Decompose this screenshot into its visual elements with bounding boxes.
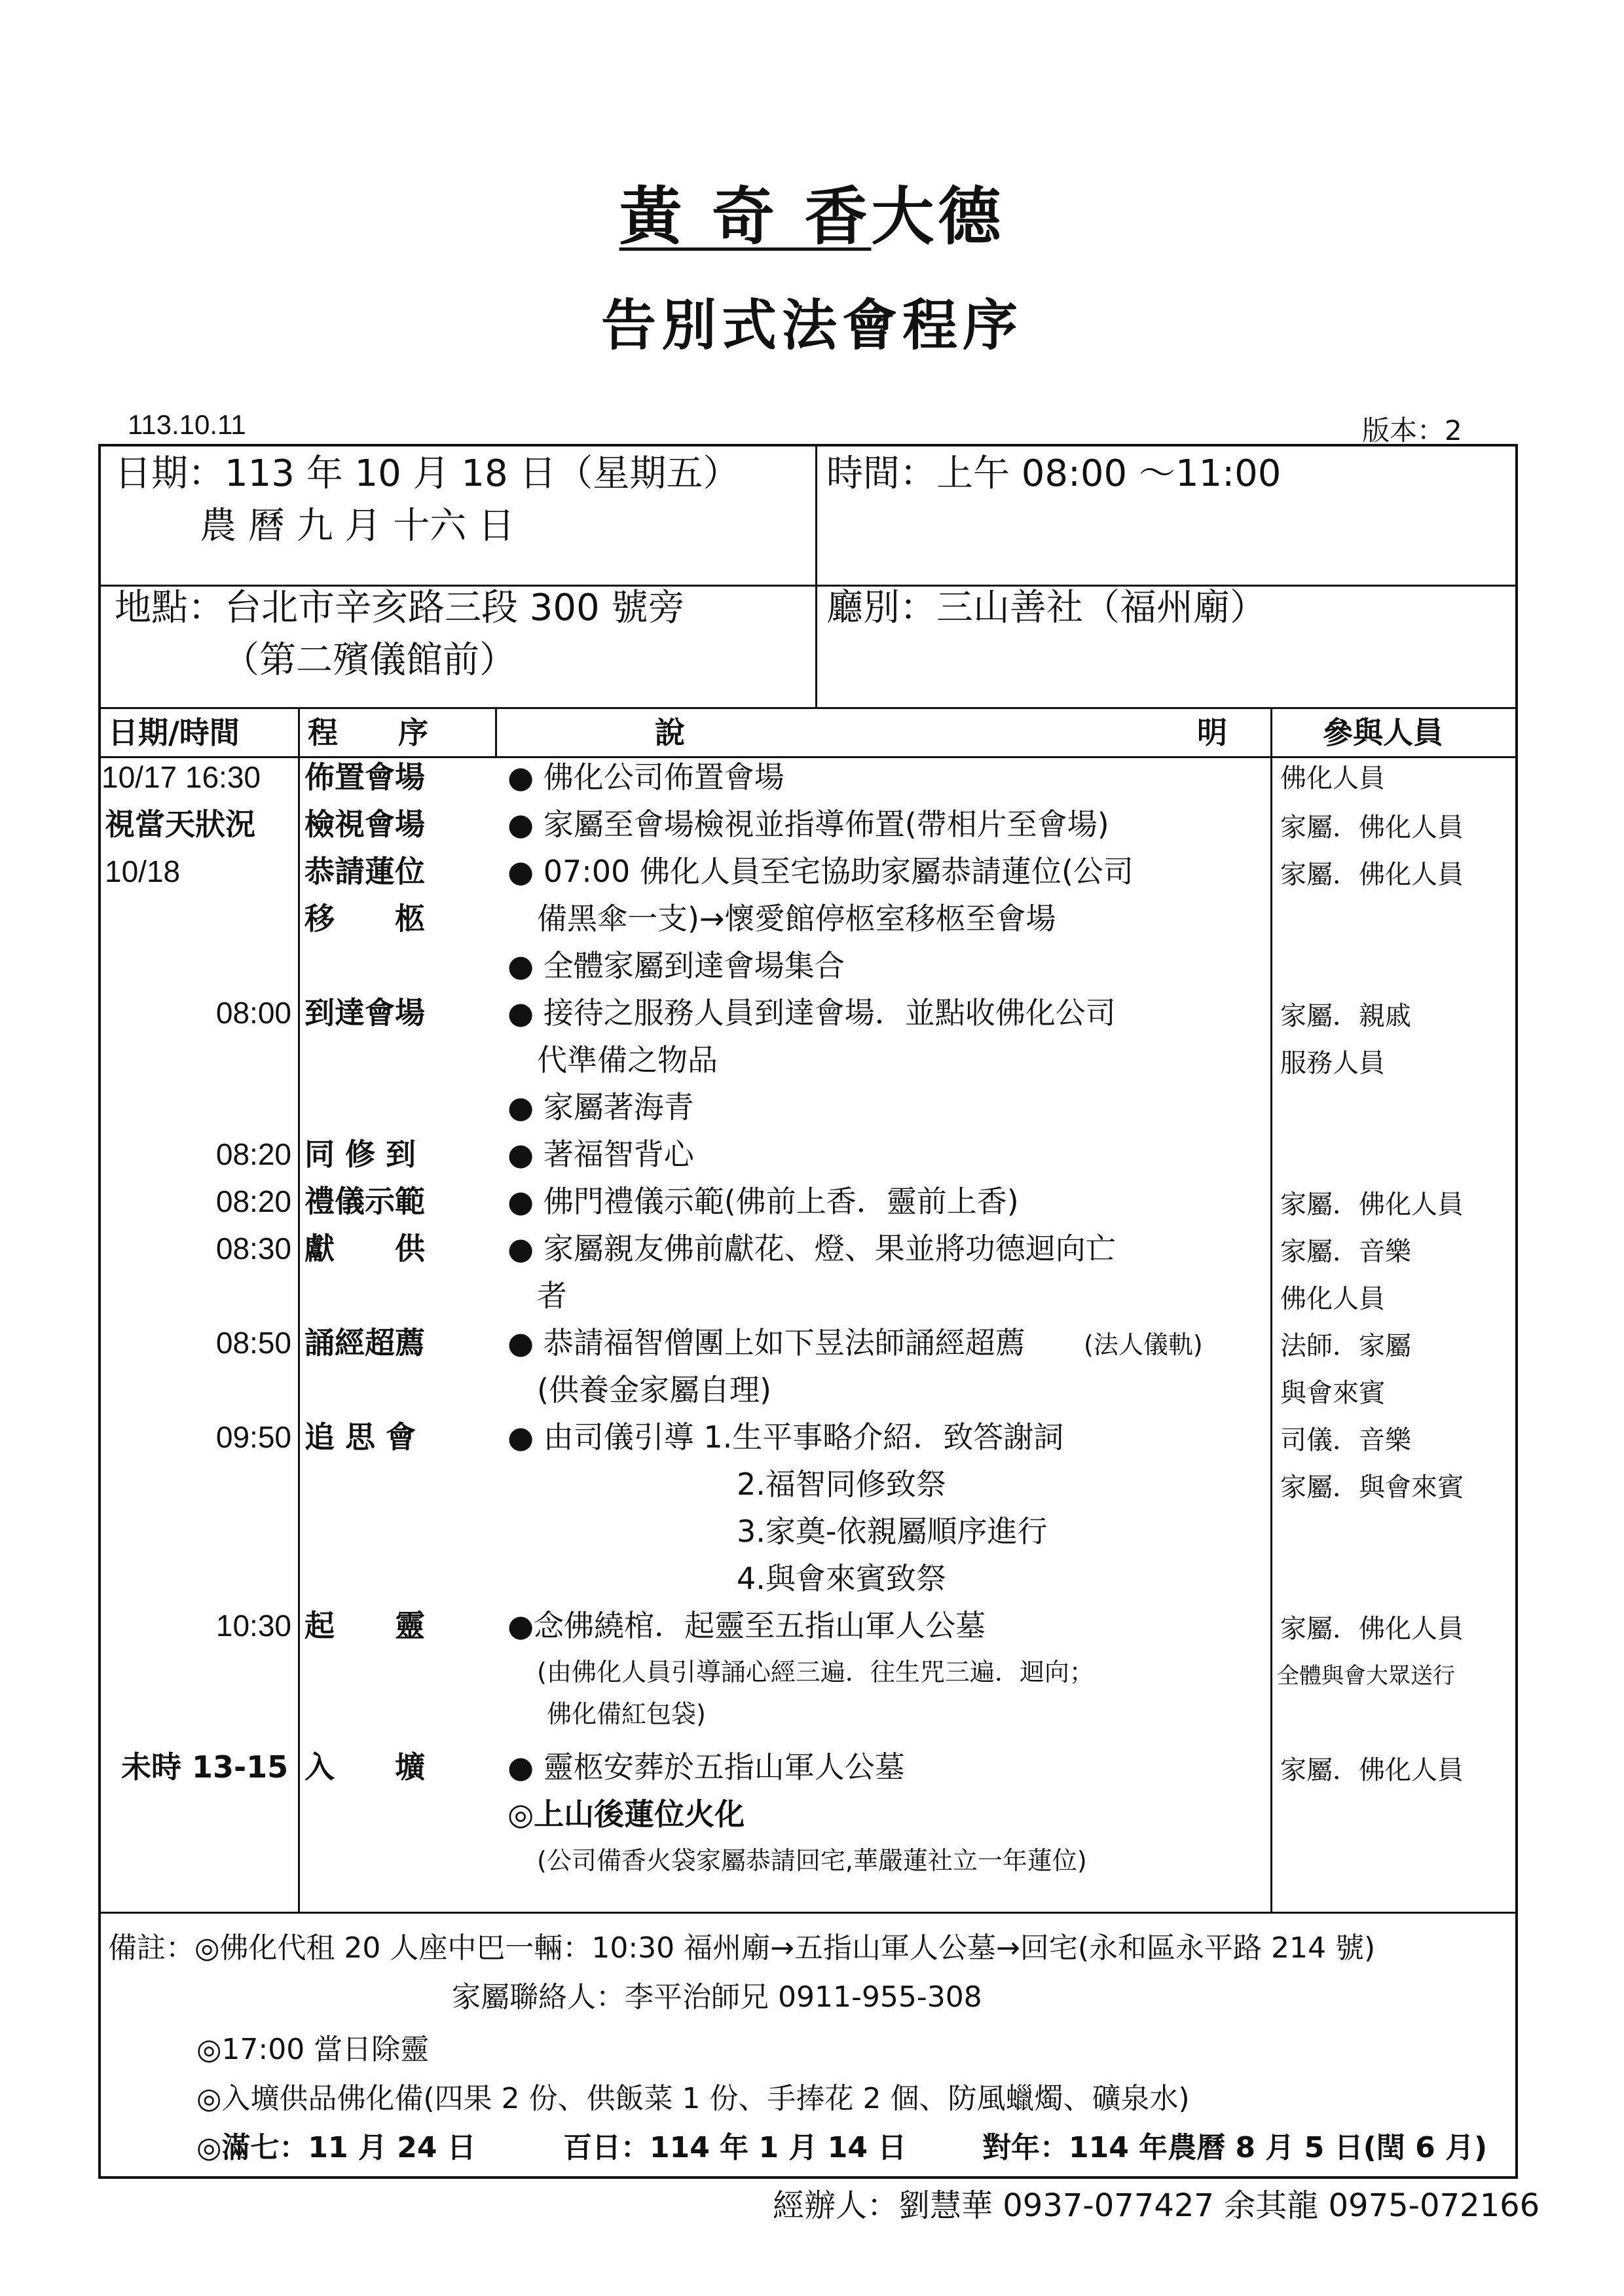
- row-description: 4.與會來賓致祭: [737, 1561, 946, 1596]
- row-step: 到達會場: [304, 995, 425, 1030]
- row-participants: 家屬．佛化人員: [1280, 1614, 1464, 1644]
- row-description-note: (法人儀軌): [1084, 1330, 1203, 1359]
- row-step: 佈置會場: [304, 759, 425, 795]
- row-step: 誦經超薦: [304, 1325, 425, 1360]
- divider: [815, 444, 817, 707]
- document-date: 113.10.11: [128, 409, 246, 440]
- row-participants: 與會來賓: [1280, 1378, 1385, 1408]
- location-line2: （第二殯儀館前）: [223, 639, 516, 682]
- row-step: 恭請蓮位: [304, 854, 425, 889]
- row-description: 佛化備紅包袋): [547, 1700, 706, 1728]
- note-anniversary: 對年：114 年農曆 8 月 5 日(閏 6 月): [982, 2131, 1488, 2164]
- divider: [1270, 707, 1272, 1912]
- row-participants: 佛化人員: [1280, 763, 1385, 793]
- row-time: 08:30: [215, 1231, 291, 1266]
- version-label: 版本：2: [1362, 414, 1462, 446]
- handler-contact: 經辦人：劉慧華 0937-077427 余其龍 0975-072166: [773, 2187, 1540, 2224]
- row-participants: 佛化人員: [1280, 1284, 1385, 1314]
- row-participants: 服務人員: [1280, 1048, 1385, 1078]
- row-description: ● 由司儀引導 1.生平事略介紹．致答謝詞: [507, 1419, 1064, 1455]
- time-range: 時間：上午 08:00 ～11:00: [826, 452, 1282, 495]
- honorific: 大德: [871, 179, 1005, 253]
- row-time: 10/17 16:30: [101, 760, 261, 794]
- row-description: ● 家屬至會場檢視並指導佈置(帶相片至會場): [507, 807, 1109, 842]
- row-participants: 全體與會大眾送行: [1277, 1663, 1455, 1689]
- row-time: 10:30: [215, 1609, 291, 1643]
- row-description: ● 靈柩安葬於五指山軍人公墓: [507, 1749, 905, 1785]
- row-time: 視當天狀況: [105, 807, 255, 842]
- row-step: 追 思 會: [304, 1419, 416, 1455]
- row-description: ● 佛化公司佈置會場: [507, 759, 784, 795]
- note-hundred-days: 百日：114 年 1 月 14 日: [563, 2131, 907, 2164]
- row-participants: 家屬．親戚: [1280, 1001, 1411, 1031]
- row-description: ● 家屬著海青: [507, 1089, 694, 1125]
- row-step: 同 修 到: [304, 1137, 416, 1172]
- divider: [495, 707, 497, 756]
- row-participants: 家屬．佛化人員: [1280, 1755, 1464, 1785]
- row-participants: 家屬．與會來賓: [1280, 1472, 1464, 1503]
- note-line4: ◎入壙供品佛化備(四果 2 份、供飯菜 1 份、手捧花 2 個、防風蠟燭、礦泉水): [196, 2082, 1190, 2115]
- column-header-participants: 參與人員: [1323, 715, 1443, 750]
- date-line1: 日期：113 年 10 月 18 日（星期五）: [115, 452, 740, 495]
- deceased-name: 黃 奇 香: [619, 179, 872, 253]
- row-description: ● 全體家屬到達會場集合: [507, 948, 845, 983]
- row-time: 08:20: [215, 1137, 291, 1171]
- row-time: 08:50: [215, 1326, 291, 1360]
- row-step: 禮儀示範: [304, 1184, 425, 1219]
- row-time: 未時 13-15: [121, 1749, 289, 1785]
- hall-name: 廳別：三山善社（福州廟）: [826, 587, 1266, 629]
- column-header-description: 說 明: [655, 715, 1227, 750]
- row-description: 者: [537, 1278, 567, 1313]
- row-description: 代準備之物品: [537, 1042, 718, 1078]
- note-full-seven: ◎滿七：11 月 24 日: [196, 2131, 476, 2164]
- row-step: 獻 供: [304, 1231, 425, 1266]
- row-time: 08:00: [215, 996, 291, 1030]
- divider: [98, 1912, 1518, 1914]
- title: [0, 167, 1624, 257]
- date-line2: 農 曆 九 月 十六 日: [200, 505, 515, 547]
- subtitle: 告別式法會程序: [600, 293, 1023, 357]
- row-time: 10/18: [105, 854, 181, 888]
- row-description: (由佛化人員引導誦心經三遍．往生咒三遍．迴向；: [537, 1658, 1094, 1686]
- column-header-step: 程 序: [308, 715, 428, 750]
- row-description: 2.福智同修致祭: [737, 1467, 946, 1502]
- row-description: ● 接待之服務人員到達會場．並點收佛化公司: [507, 995, 1116, 1030]
- row-description: 備黑傘一支)→懷愛館停柩室移柩至會場: [537, 901, 1056, 936]
- row-description: (公司備香火袋家屬恭請回宅,華嚴蓮社立一年蓮位): [537, 1846, 1087, 1875]
- row-time: 08:20: [215, 1184, 291, 1218]
- row-description: ◎上山後蓮位火化: [507, 1796, 745, 1832]
- divider: [98, 756, 1518, 758]
- row-description: ●念佛繞棺．起靈至五指山軍人公墓: [507, 1608, 986, 1643]
- row-time: 09:50: [215, 1420, 291, 1454]
- location-line1: 地點：台北市辛亥路三段 300 號旁: [115, 587, 685, 629]
- row-participants: 家屬．佛化人員: [1280, 1190, 1464, 1220]
- row-step: 起 靈: [304, 1608, 425, 1643]
- column-header-time: 日期/時間: [108, 715, 240, 750]
- row-participants: 家屬．音樂: [1280, 1237, 1411, 1267]
- row-description: ● 恭請福智僧團上如下昱法師誦經超薦: [507, 1325, 1025, 1360]
- row-step-2: 移 柩: [304, 901, 425, 936]
- row-description: ● 07:00 佛化人員至宅協助家屬恭請蓮位(公司: [507, 854, 1134, 889]
- row-description: (供養金家屬自理): [537, 1372, 771, 1408]
- row-step: 檢視會場: [304, 807, 425, 842]
- divider: [98, 707, 1518, 709]
- note-contact: 家屬聯絡人：李平治師兄 0911-955-308: [452, 1980, 982, 2014]
- row-description: ● 家屬親友佛前獻花、燈、果並將功德迴向亡: [507, 1231, 1116, 1266]
- note-line1: 備註：◎佛化代租 20 人座中巴一輛：10:30 福州廟→五指山軍人公墓→回宅(永和區永平路 214 號): [108, 1931, 1376, 1965]
- row-participants: 家屬．佛化人員: [1280, 812, 1464, 843]
- row-participants: 法師．家屬: [1280, 1331, 1411, 1361]
- row-participants: 家屬．佛化人員: [1280, 860, 1464, 890]
- divider: [298, 707, 300, 1912]
- row-description: 3.家奠-依親屬順序進行: [737, 1514, 1048, 1549]
- deceased-title: [619, 179, 1005, 253]
- row-participants: 司儀．音樂: [1280, 1425, 1411, 1455]
- row-description: ● 著福智背心: [507, 1137, 694, 1172]
- note-line3: ◎17:00 當日除靈: [196, 2033, 430, 2066]
- row-step: 入 壙: [304, 1749, 425, 1785]
- row-description: ● 佛門禮儀示範(佛前上香．靈前上香): [507, 1184, 1019, 1219]
